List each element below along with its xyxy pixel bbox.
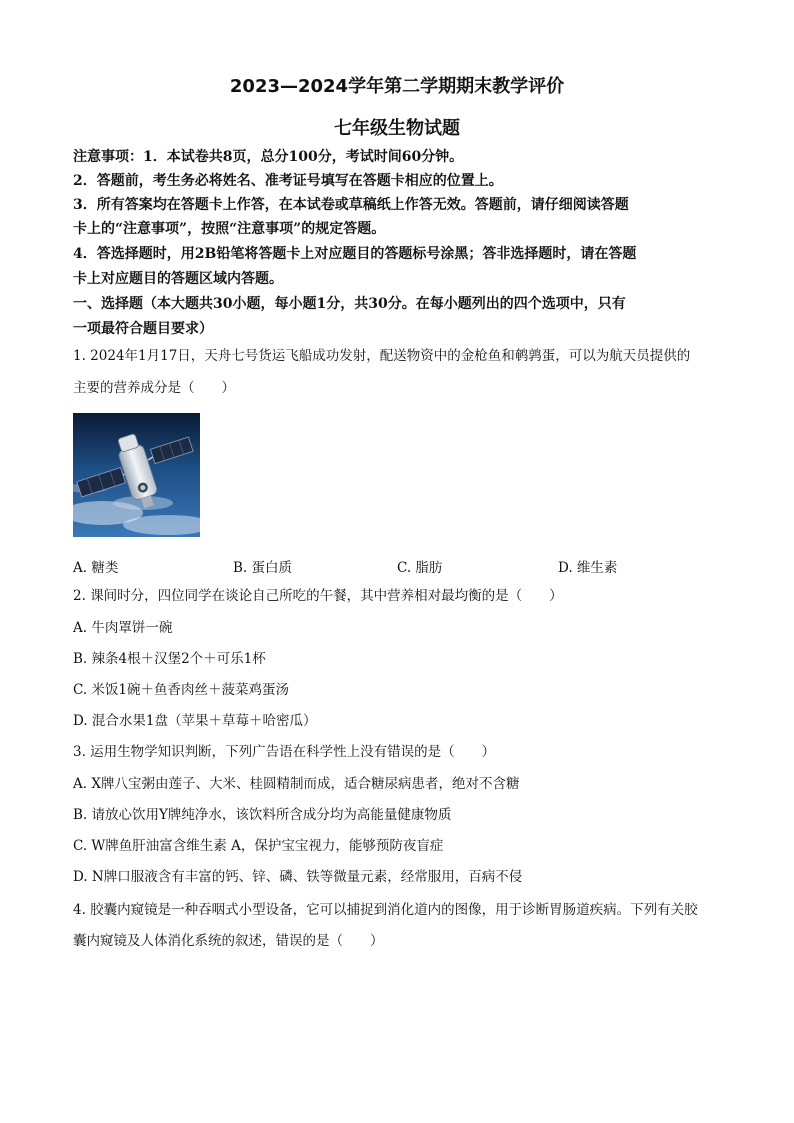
section-heading-2: 一项最符合题目要求） — [73, 321, 213, 337]
exam-title: 2023—2024学年第二学期期末教学评价 — [229, 76, 565, 97]
q2-stem: 2. 课间时分，四位同学在谈论自己所吃的午餐，其中营养相对最均衡的是（ ） — [73, 588, 563, 604]
q2-option-b: B. 辣条4根＋汉堡2个＋可乐1杯 — [73, 651, 266, 667]
q2-option-d: D. 混合水果1盘（苹果＋草莓＋哈密瓜） — [73, 713, 317, 729]
q1-option-b: B. 蛋白质 — [233, 560, 293, 576]
notice-line-2: 2．答题前，考生务必将姓名、准考证号填写在答题卡相应的位置上。 — [73, 173, 503, 189]
notice-line-4b: 卡上对应题目的答题区域内答题。 — [73, 271, 283, 287]
notice-line-3b: 卡上的“注意事项”，按照“注意事项”的规定答题。 — [73, 221, 386, 237]
section-heading-1: 一、选择题（本大题共30小题，每小题1分，共30分。在每小题列出的四个选项中，只有 — [73, 296, 626, 312]
q3-option-c: C. W牌鱼肝油富含维生素 A，保护宝宝视力，能够预防夜盲症 — [73, 838, 444, 854]
q4-stem-line-2: 囊内窥镜及人体消化系统的叙述，错误的是（ ） — [73, 933, 384, 949]
q3-option-b: B. 请放心饮用Y牌纯净水，该饮料所含成分均为高能量健康物质 — [73, 807, 452, 823]
notice-line-4a: 4．答选择题时，用2B铅笔将答题卡上对应题目的答题标号涂黑；答非选择题时，请在答题 — [73, 246, 637, 262]
notice-line-1: 注意事项：1．本试卷共8页，总分100分，考试时间60分钟。 — [73, 149, 464, 165]
q2-option-a: A. 牛肉罩饼一碗 — [73, 620, 173, 636]
q4-stem-line-1: 4. 胶囊内窥镜是一种吞咽式小型设备，它可以捕捉到消化道内的图像，用于诊断胃肠道疾病。下列有关胶 — [73, 902, 698, 918]
q1-stem-line-1: 1. 2024年1月17日，天舟七号货运飞船成功发射，配送物资中的金枪鱼和鹌鹑蛋，可以为航天员提供的 — [73, 348, 691, 364]
q1-option-a: A. 糖类 — [73, 560, 119, 576]
q1-option-d: D. 维生素 — [558, 560, 618, 576]
notice-line-3a: 3．所有答案均在答题卡上作答，在本试卷或草稿纸上作答无效。答题前，请仔细阅读答题 — [73, 197, 629, 213]
space-station-image — [73, 413, 200, 537]
q3-option-a: A. X牌八宝粥由莲子、大米、桂圆精制而成，适合糖尿病患者，绝对不含糖 — [73, 776, 520, 792]
q1-stem-line-2: 主要的营养成分是（ ） — [73, 380, 235, 396]
exam-subtitle: 七年级生物试题 — [334, 118, 460, 139]
q3-option-d: D. N牌口服液含有丰富的钙、锌、磷、铁等微量元素，经常服用，百病不侵 — [73, 869, 523, 885]
q2-option-c: C. 米饭1碗＋鱼香肉丝＋菠菜鸡蛋汤 — [73, 682, 290, 698]
q3-stem: 3. 运用生物学知识判断，下列广告语在科学性上没有错误的是（ ） — [73, 744, 496, 760]
space-station-photo — [73, 413, 200, 537]
q1-option-c: C. 脂肪 — [397, 560, 443, 576]
